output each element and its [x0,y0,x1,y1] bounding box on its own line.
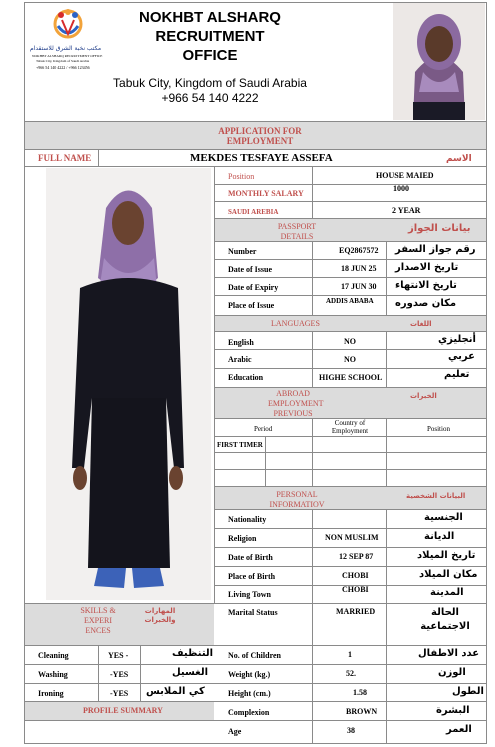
height-label: Height (cm.) [228,689,271,698]
company-name [120,8,300,65]
company-location: Tabuk City, Kingdom of Saudi Arabia [113,76,307,90]
full-body-photo [46,168,211,600]
children-ar: عدد الاطفال [418,648,480,659]
passport-number-value: EQ2867572 [339,246,379,255]
abroad-header-band [215,388,486,418]
english-ar: أنجليزي [438,334,476,345]
washing-ar: الغسيل [172,667,209,678]
dob-value: 12 SEP 87 [339,552,374,561]
complexion-value: BROWN [346,707,378,716]
place-of-issue-ar: مكان صدوره [395,298,457,309]
company-phone: +966 54 140 4222 [161,91,259,105]
english-value: NO [344,337,356,346]
abroad-first-timer: FIRST TIMER [217,441,263,449]
salary-label: MONTHLY SALARY [228,189,304,198]
dob-label: Date of Birth [228,553,273,562]
height-value: 1.58 [353,688,367,697]
logo-sub-text: NOKHBT ALSHARQ RECRUITMENT OFFICE [32,54,103,58]
nationality-label: Nationality [228,515,267,524]
portrait-photo-small [393,2,485,120]
education-value: HIGHE SCHOOL [319,373,383,382]
full-name-label-ar: الاسم [446,154,472,164]
arabic-label: Arabic [228,355,252,364]
passport-number-ar: رقم جواز السفر [395,244,476,255]
place-of-birth-value: CHOBI [342,571,369,580]
place-of-issue-value: ADDIS ABABA [326,297,374,305]
washing-value: -YES [110,670,129,679]
expiry-date-ar: تاريخ الانتهاء [395,280,457,291]
education-label: Education [228,373,264,382]
weight-value: 52. [346,669,356,678]
arabic-value: NO [344,355,356,364]
weight-label: Weight (kg.) [228,670,271,679]
age-value: 38 [347,726,355,735]
company-logo [28,6,108,78]
abroad-title-ar: الخبرات [410,392,437,400]
complexion-label: Complexion [228,708,270,717]
issue-date-label: Date of Issue [228,265,272,274]
logo-arabic-text: مكتب نخبة الشرق للاستقدام [30,45,102,52]
logo-small-text: Tabuk City, Kingdom of Saudi Arabia [36,59,90,63]
company-line1: NOKHBT ALSHARQ [139,9,281,26]
cleaning-ar: التنظيف [172,648,214,659]
children-label: No. of Children [228,651,281,660]
age-ar: العمر [446,724,472,735]
complexion-ar: البشرة [436,705,470,716]
abroad-col-position: Position [427,425,450,433]
profile-summary-title: PROFILE SUMMARY [83,706,163,715]
company-line2: RECRUITMENT [155,28,265,45]
place-of-birth-label: Place of Birth [228,572,276,581]
ironing-ar: كي الملابس [146,686,205,697]
living-town-value: CHOBI [342,585,369,594]
abroad-title: ABROAD EMPLOYMENT PREVIOUS [268,389,324,418]
ironing-value: -YES [110,689,129,698]
living-town-ar: المدينة [430,587,464,598]
living-town-label: Living Town [228,590,271,599]
abroad-col-country: Country of Employment [331,419,369,435]
contract-value: 2 YEAR [392,206,421,215]
languages-title-ar: اللغات [410,320,432,328]
washing-label: Washing [38,670,68,679]
marital-status-label: Marital Status [228,608,278,617]
cleaning-value: YES - [108,651,129,660]
arabic-ar: عربي [448,351,475,362]
full-name-label: FULL NAME [38,153,92,163]
languages-header-band [215,316,486,331]
logo-phone-text: +966 54 140 4222 / +966 123456 [36,65,90,70]
ironing-label: Ironing [38,689,64,698]
full-name-value: MEKDES TESFAYE ASSEFA [190,152,333,164]
personal-title: PERSONAL INFORMATIOV [269,490,325,509]
form-title: APPLICATION FOR EMPLOYMENT [218,126,302,146]
weight-ar: الوزن [438,667,466,678]
religion-label: Religion [228,534,257,543]
skills-title-ar: المهارات والخبرات [144,607,176,624]
passport-title-ar: بيانات الجواز [408,223,471,234]
position-label: Position [228,172,255,181]
passport-title: PASSPORT DETAILS [277,222,317,241]
religion-value: NON MUSLIM [325,533,379,542]
place-of-birth-ar: مكان الميلاد [419,569,478,580]
cleaning-label: Cleaning [38,651,69,660]
age-label: Age [228,727,242,736]
contract-label: SAUDI AREBIA [228,208,279,216]
passport-number-label: Number [228,247,257,256]
expiry-date-value: 17 JUN 30 [341,282,377,291]
education-ar: تعليم [444,369,470,380]
company-line3: OFFICE [182,47,238,64]
children-value: 1 [348,650,352,659]
expiry-date-label: Date of Expiry [228,283,279,292]
religion-ar: الديانة [424,531,455,542]
languages-title: LANGUAGES [271,319,320,328]
nationality-ar: الجنسية [424,512,463,523]
abroad-col-period: Period [254,425,273,433]
dob-ar: تاريخ الميلاد [417,550,476,561]
height-ar: الطول [452,686,484,697]
marital-status-ar: الحالة الاجتماعية [420,607,470,632]
place-of-issue-label: Place of Issue [228,301,275,310]
personal-title-ar: البيانات الشخصية [406,492,466,500]
issue-date-value: 18 JUN 25 [341,264,377,273]
salary-value: 1000 [393,184,409,193]
marital-status-value: MARRIED [336,607,376,616]
issue-date-ar: تاريخ الاصدار [395,262,459,273]
english-label: English [228,338,254,347]
skills-title: SKILLS & EXPERI ENCES [80,606,116,635]
position-value: HOUSE MAIED [376,171,434,180]
